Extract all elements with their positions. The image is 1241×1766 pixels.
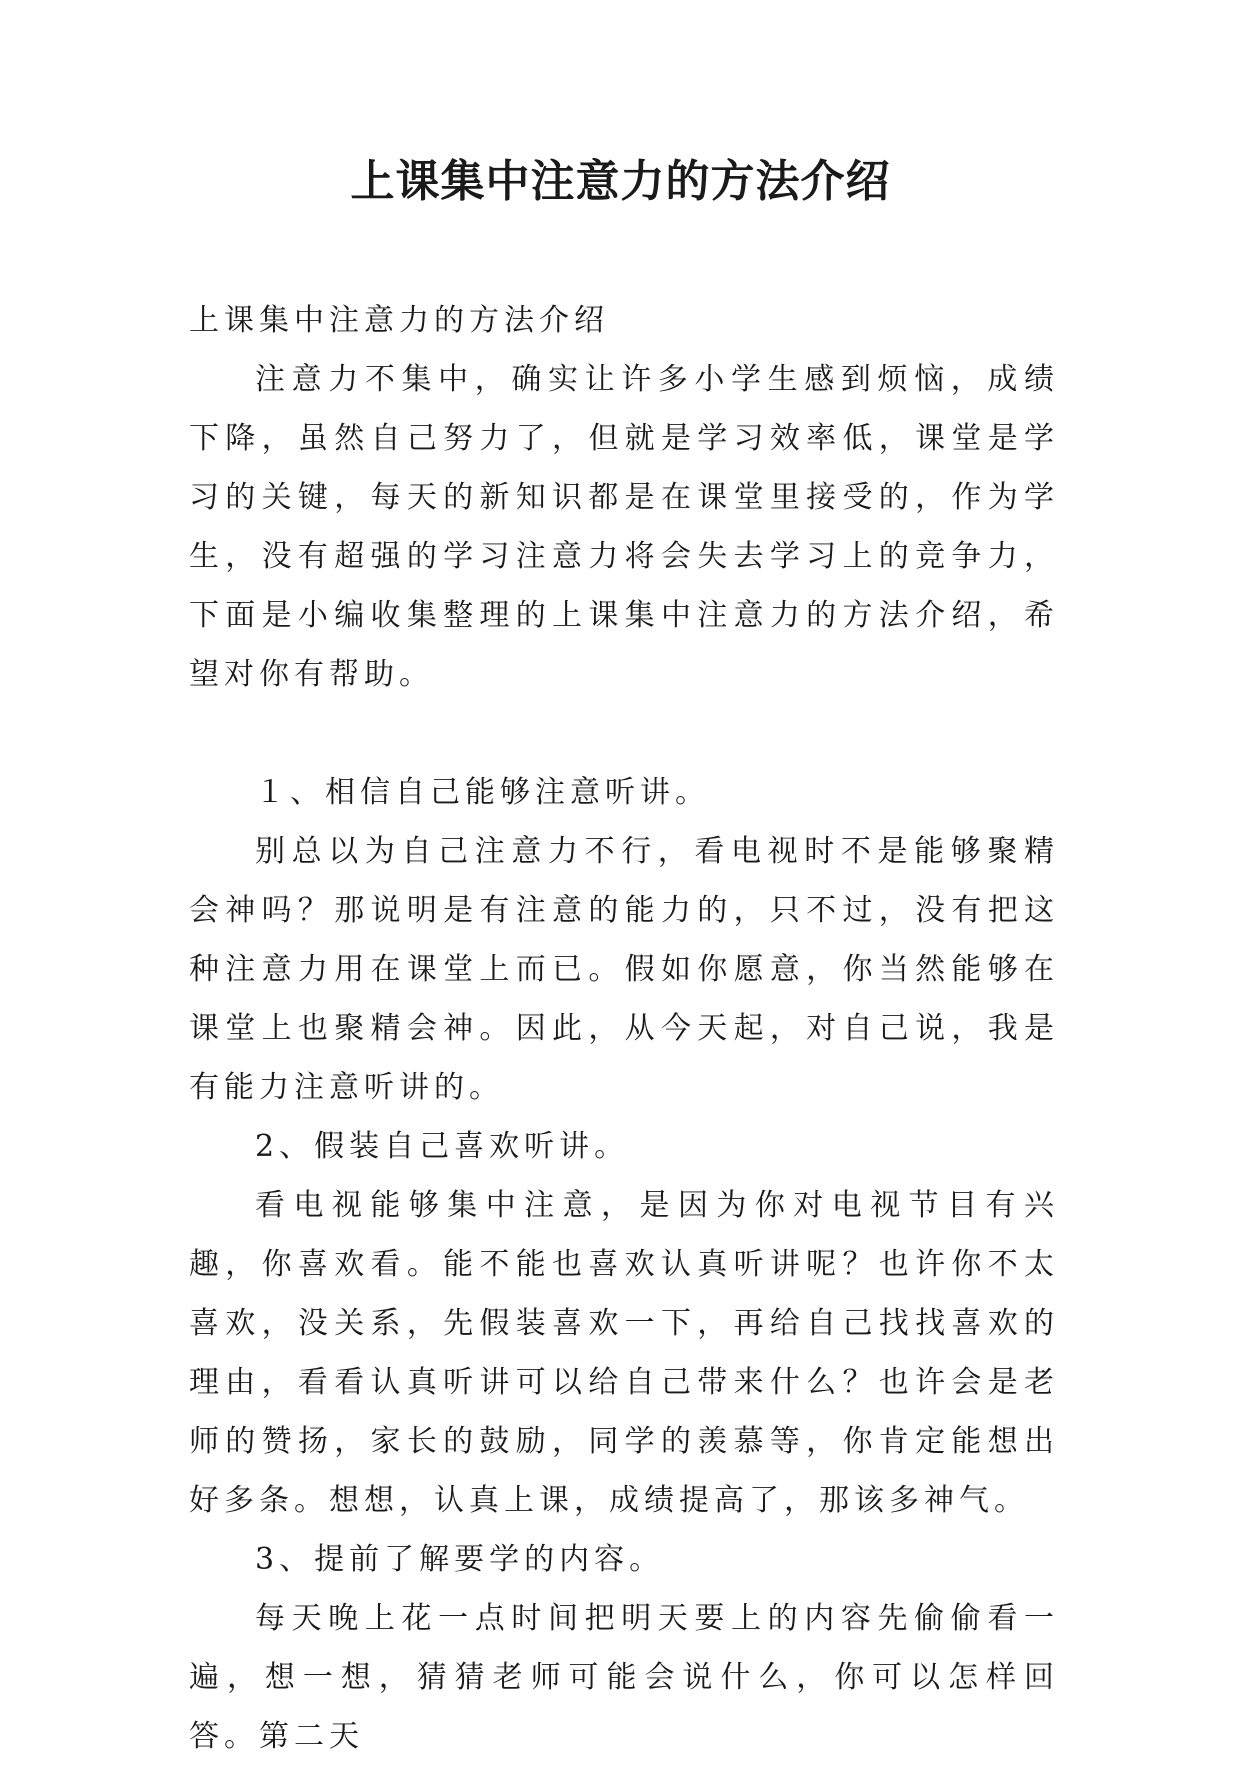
document-title: 上课集中注意力的方法介绍 [350,156,891,207]
section-3-heading: 3、提前了解要学的内容。 [255,1542,665,1577]
document-subtitle: 上课集中注意力的方法介绍 [189,303,609,338]
document-body [189,291,1059,1766]
section-2-heading: 2、假装自己喜欢听讲。 [255,1129,630,1164]
section-1-heading: １、相信自己能够注意听讲。 [255,775,710,810]
paragraph-spacer [189,704,1059,763]
section-3-body: 每天晚上花一点时间把明天要上的内容先偷偷看一遍，想一想，猜猜老师可能会说什么，你可以怎样回答。第二天 [189,1601,1059,1754]
section-2-body: 看电视能够集中注意，是因为你对电视节目有兴趣，你喜欢看。能不能也喜欢认真听讲呢？也许你不太喜欢，没关系，先假装喜欢一下，再给自己找找喜欢的理由，看看认真听讲可以给自己带来什么？也许会是老师的赞扬，家长的鼓励，同学的羡慕等，你肯定能想出好多条。想想，认真上课，成绩提高了，那该多神气。 [189,1188,1059,1518]
intro-paragraph: 注意力不集中，确实让许多小学生感到烦恼，成绩下降，虽然自己努力了，但就是学习效率低，课堂是学习的关键，每天的新知识都是在课堂里接受的，作为学生，没有超强的学习注意力将会失去学习上的竞争力，下面是小编收集整理的上课集中注意力的方法介绍，希望对你有帮助。 [189,362,1059,692]
section-1-body: 别总以为自己注意力不行，看电视时不是能够聚精会神吗？那说明是有注意的能力的，只不过，没有把这种注意力用在课堂上而已。假如你愿意，你当然能够在课堂上也聚精会神。因此，从今天起，对自己说，我是有能力注意听讲的。 [189,834,1059,1105]
